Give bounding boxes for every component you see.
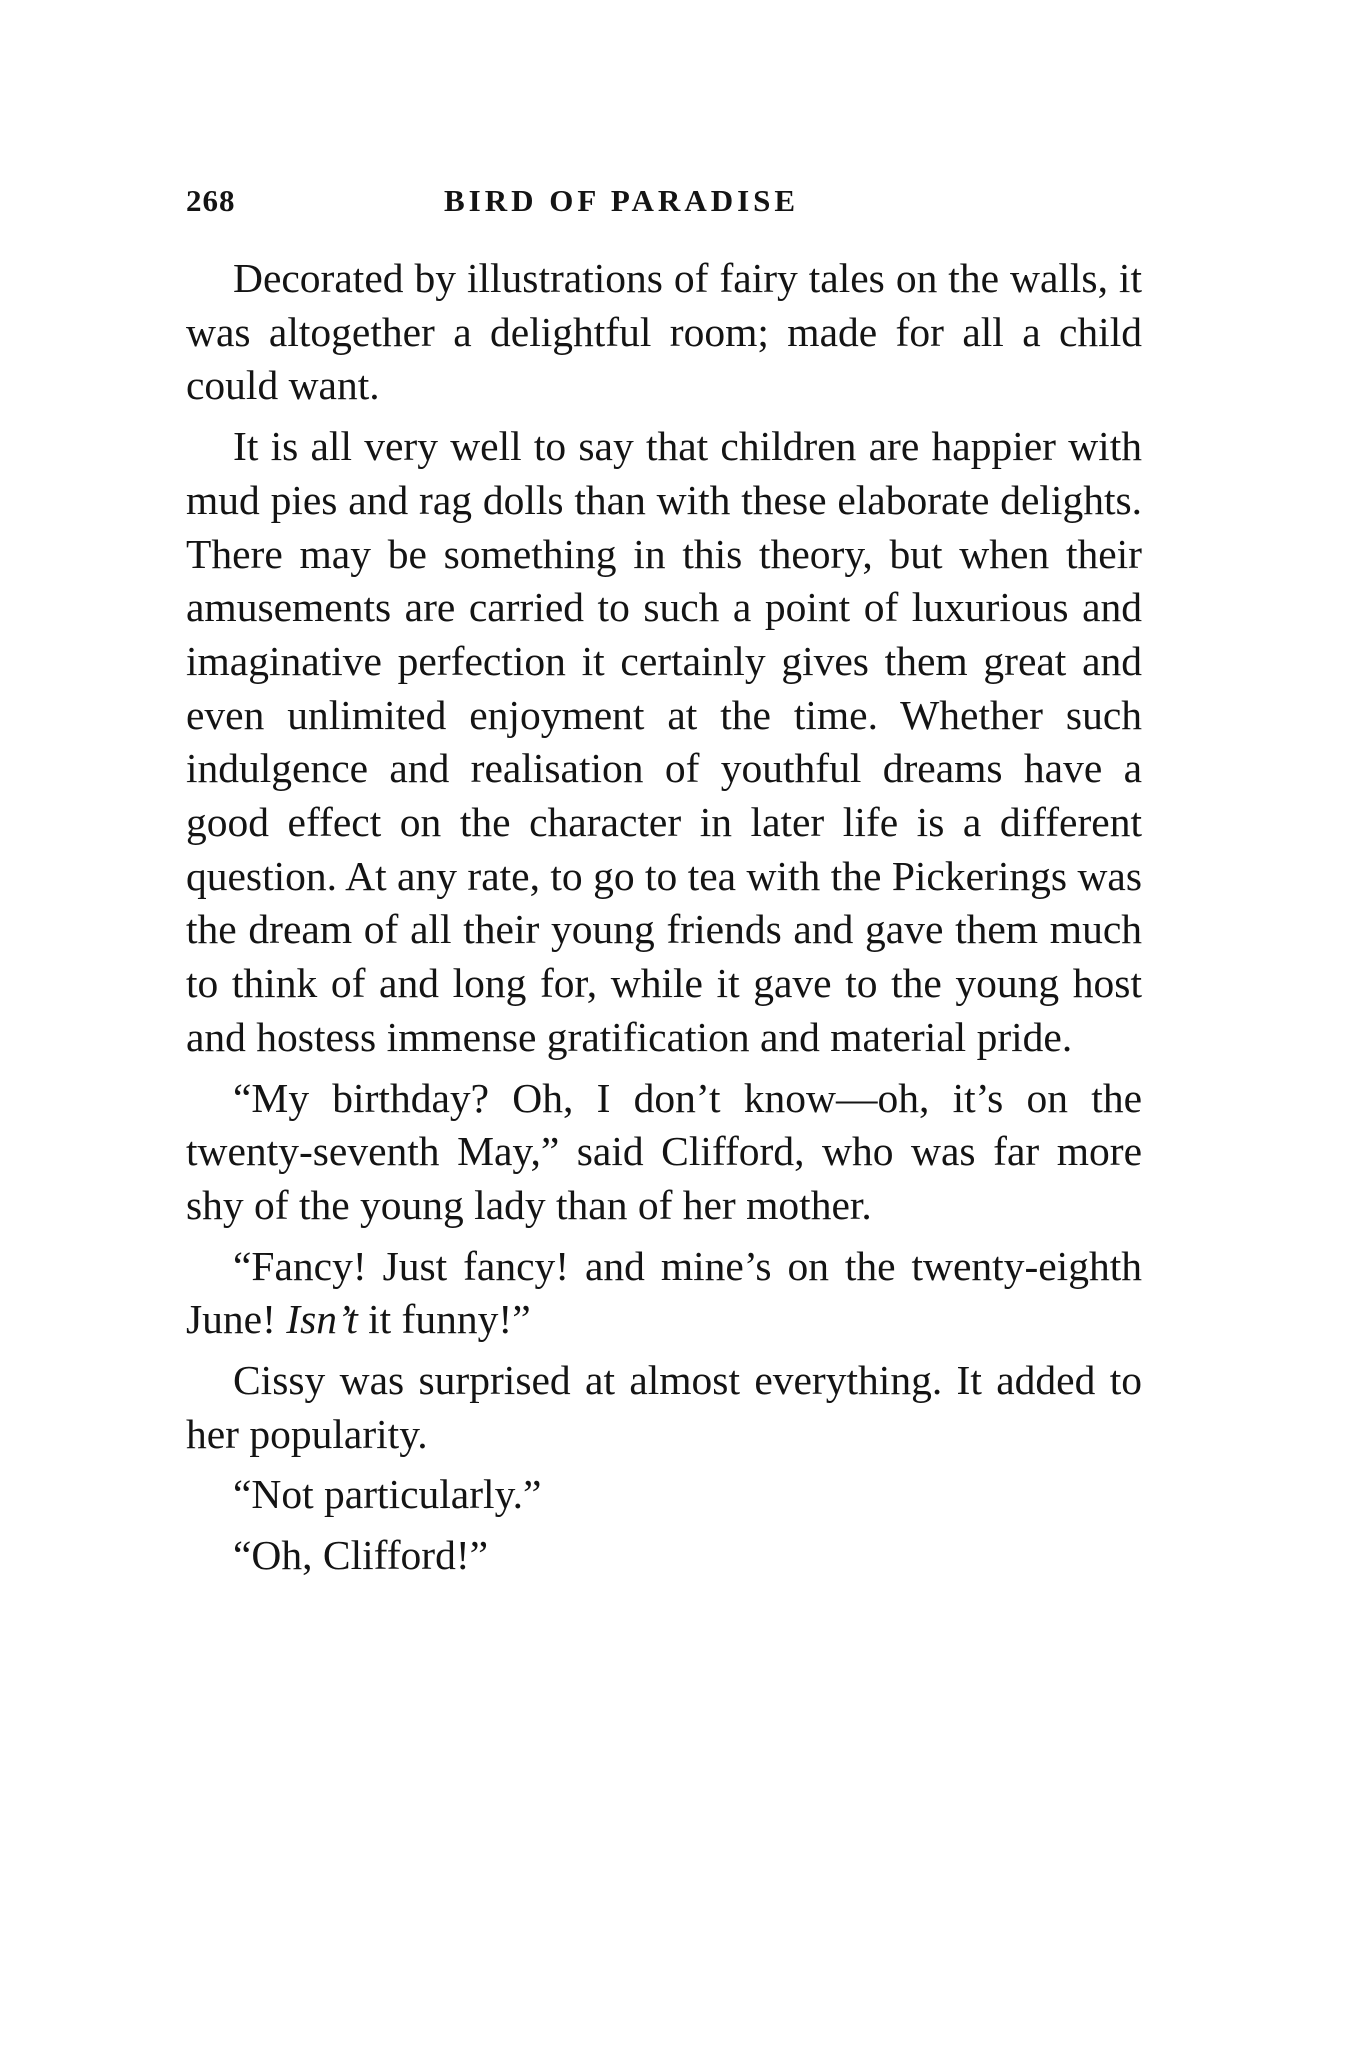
paragraph-cissy-surprised: Cissy was surprised at almost everything. It added to her popularity. (186, 1357, 1142, 1457)
paragraph-children-delights: It is all very well to say that children are happier with mud pies and rag dolls than with these elaborate delights. There may be something in this theory, but when their amusements are carried to such a point of luxurious and imaginative perfection it certainly gives them great and even unlimited enjoyment at the time. Whether such indulgence and realisation of youthful dreams have a good effect on the character in later life is a different question. At any rate, to go to tea with the Pickerings was the dream of all their young friends and gave them much to think of and long for, while it gave to the young host and hostess immense gratification and material pride. (186, 423, 1142, 1060)
paragraph-oh-clifford: “Oh, Clifford!” (233, 1532, 489, 1579)
page-number: 268 (186, 183, 236, 218)
running-title: BIRD OF PARADISE (444, 183, 800, 218)
fancy-text-start: “Fancy! Just fancy! and mine’s on the twenty-eighth June! (186, 1242, 1142, 1343)
paragraph-fancy-dialogue (186, 1240, 1142, 1347)
fancy-text-end: it funny!” (357, 1296, 531, 1343)
page-header (186, 183, 1146, 233)
paragraph-not-particularly: “Not particularly.” (233, 1471, 542, 1518)
body-text (186, 252, 1142, 1583)
fancy-text-italic: Isn’t (286, 1296, 358, 1343)
paragraph-decorated-room: Decorated by illustrations of fairy tales on the walls, it was altogether a delightful room; made for all a child could want. (186, 255, 1142, 409)
paragraph-birthday-dialogue: “My birthday? Oh, I don’t know—oh, it’s on the twenty-seventh May,” said Clifford, who was far more shy of the young lady than of her mother. (186, 1074, 1142, 1228)
